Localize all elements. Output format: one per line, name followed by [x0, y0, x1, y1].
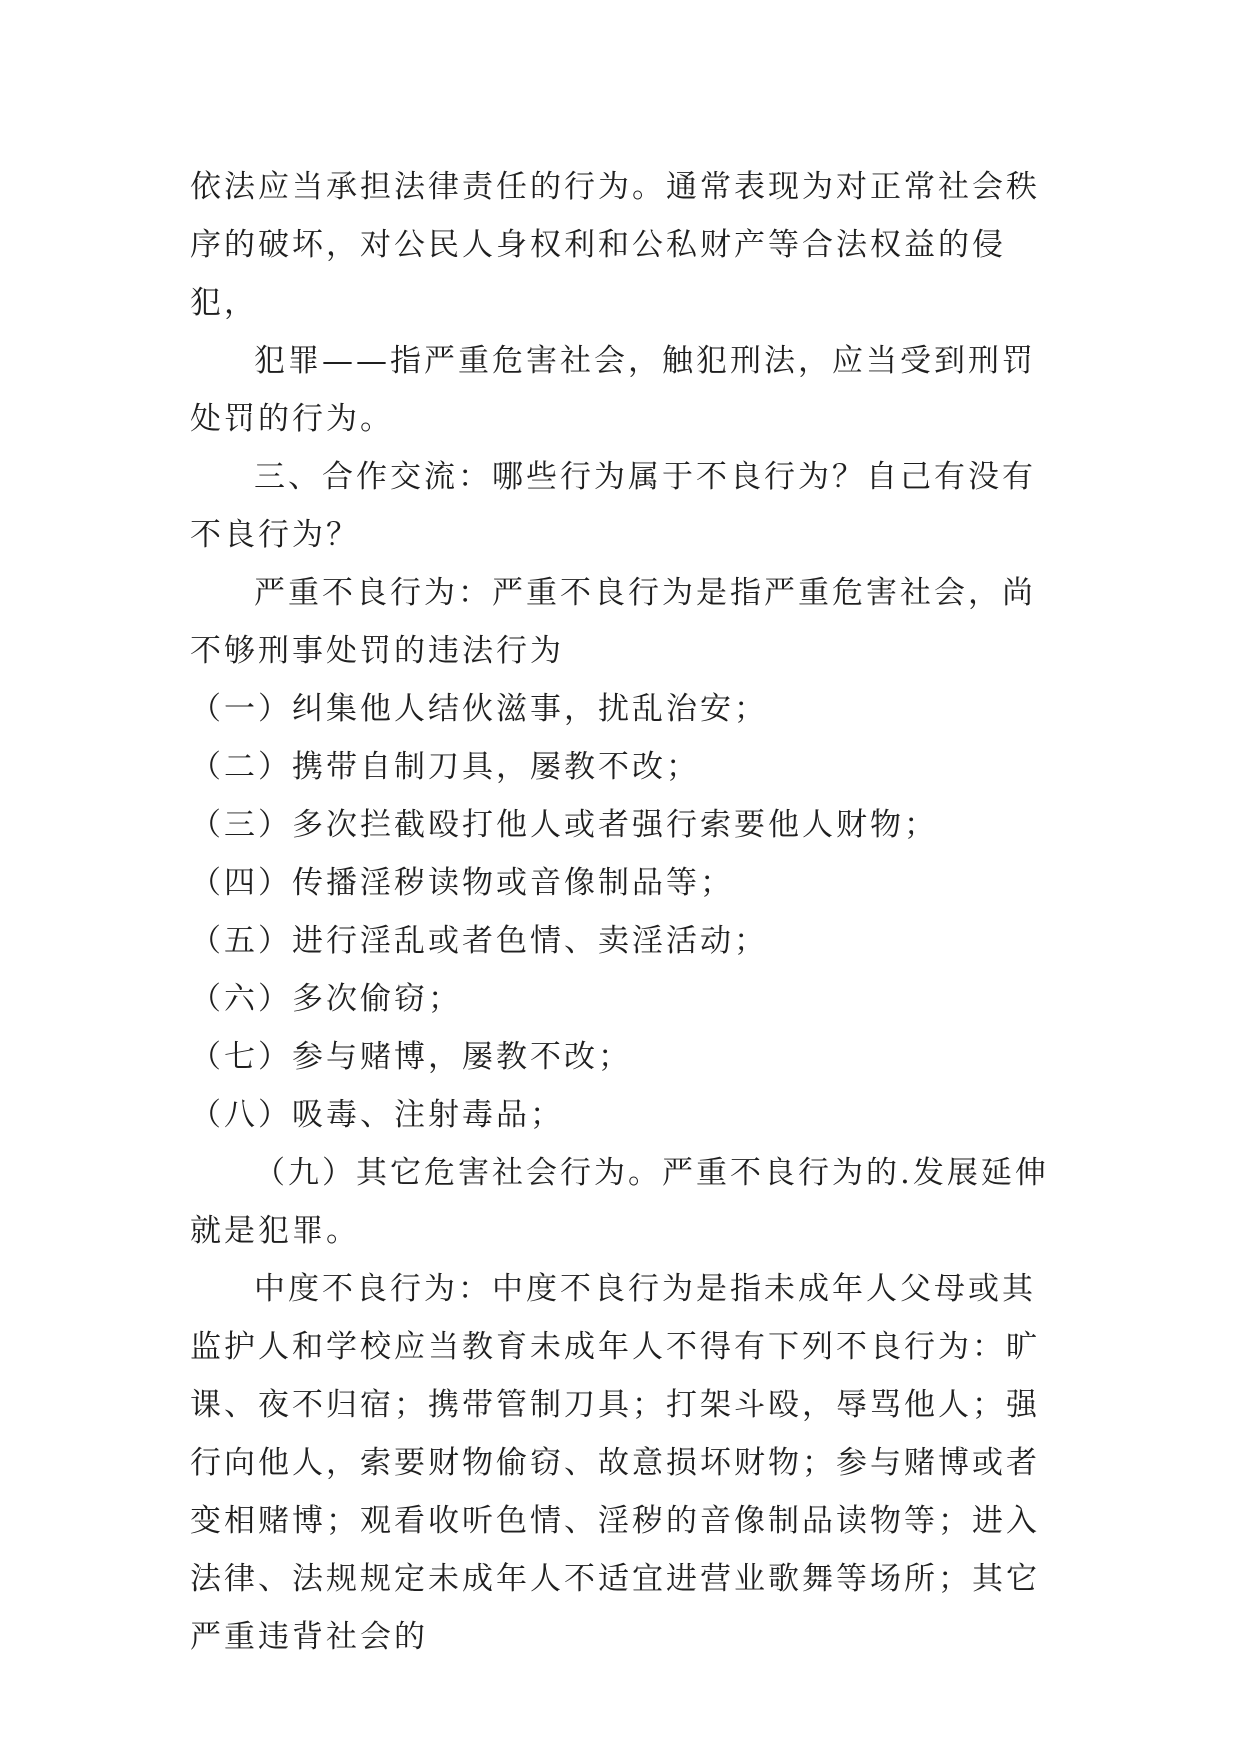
paragraph-serious-misconduct-definition: 严重不良行为：严重不良行为是指严重危害社会，尚不够刑事处罚的违法行为: [190, 575, 1036, 669]
list-item-1: （一）纠集他人结伙滋事，扰乱治安；: [190, 691, 768, 727]
paragraph-moderate-misconduct-definition: 中度不良行为：中度不良行为是指未成年人父母或其监护人和学校应当教育未成年人不得有下列不良行为：旷课、夜不归宿；携带管制刀具；打架斗殴，辱骂他人；强行向他人，索要财物偷窃、故意损坏财物；参与赌博或者变相赌博；观看收听色情、淫秽的音像制品读物等；进入法律、法规规定未成年人不适宜进营业歌舞等场所；其它严重违背社会的: [190, 1271, 1040, 1655]
list-item-4: （四）传播淫秽读物或音像制品等；: [190, 865, 734, 901]
document-body: [190, 158, 1050, 1666]
list-item-8: （八）吸毒、注射毒品；: [190, 1097, 564, 1133]
list-item-7: （七）参与赌博，屡教不改；: [190, 1039, 632, 1075]
list-item-6: （六）多次偷窃；: [190, 981, 462, 1017]
list-item-3: （三）多次拦截殴打他人或者强行索要他人财物；: [190, 807, 938, 843]
list-item-2: （二）携带自制刀具，屡教不改；: [190, 749, 700, 785]
paragraph-item-9: （九）其它危害社会行为。严重不良行为的.发展延伸就是犯罪。: [190, 1155, 1049, 1249]
paragraph-crime-definition: 犯罪——指严重危害社会，触犯刑法，应当受到刑罚处罚的行为。: [190, 343, 1036, 437]
paragraph-continuation: 依法应当承担法律责任的行为。通常表现为对正常社会秩序的破坏，对公民人身权利和公私财产等合法权益的侵犯，: [190, 169, 1040, 321]
list-item-5: （五）进行淫乱或者色情、卖淫活动；: [190, 923, 768, 959]
paragraph-discussion-heading: 三、合作交流：哪些行为属于不良行为？自己有没有不良行为？: [190, 459, 1036, 553]
